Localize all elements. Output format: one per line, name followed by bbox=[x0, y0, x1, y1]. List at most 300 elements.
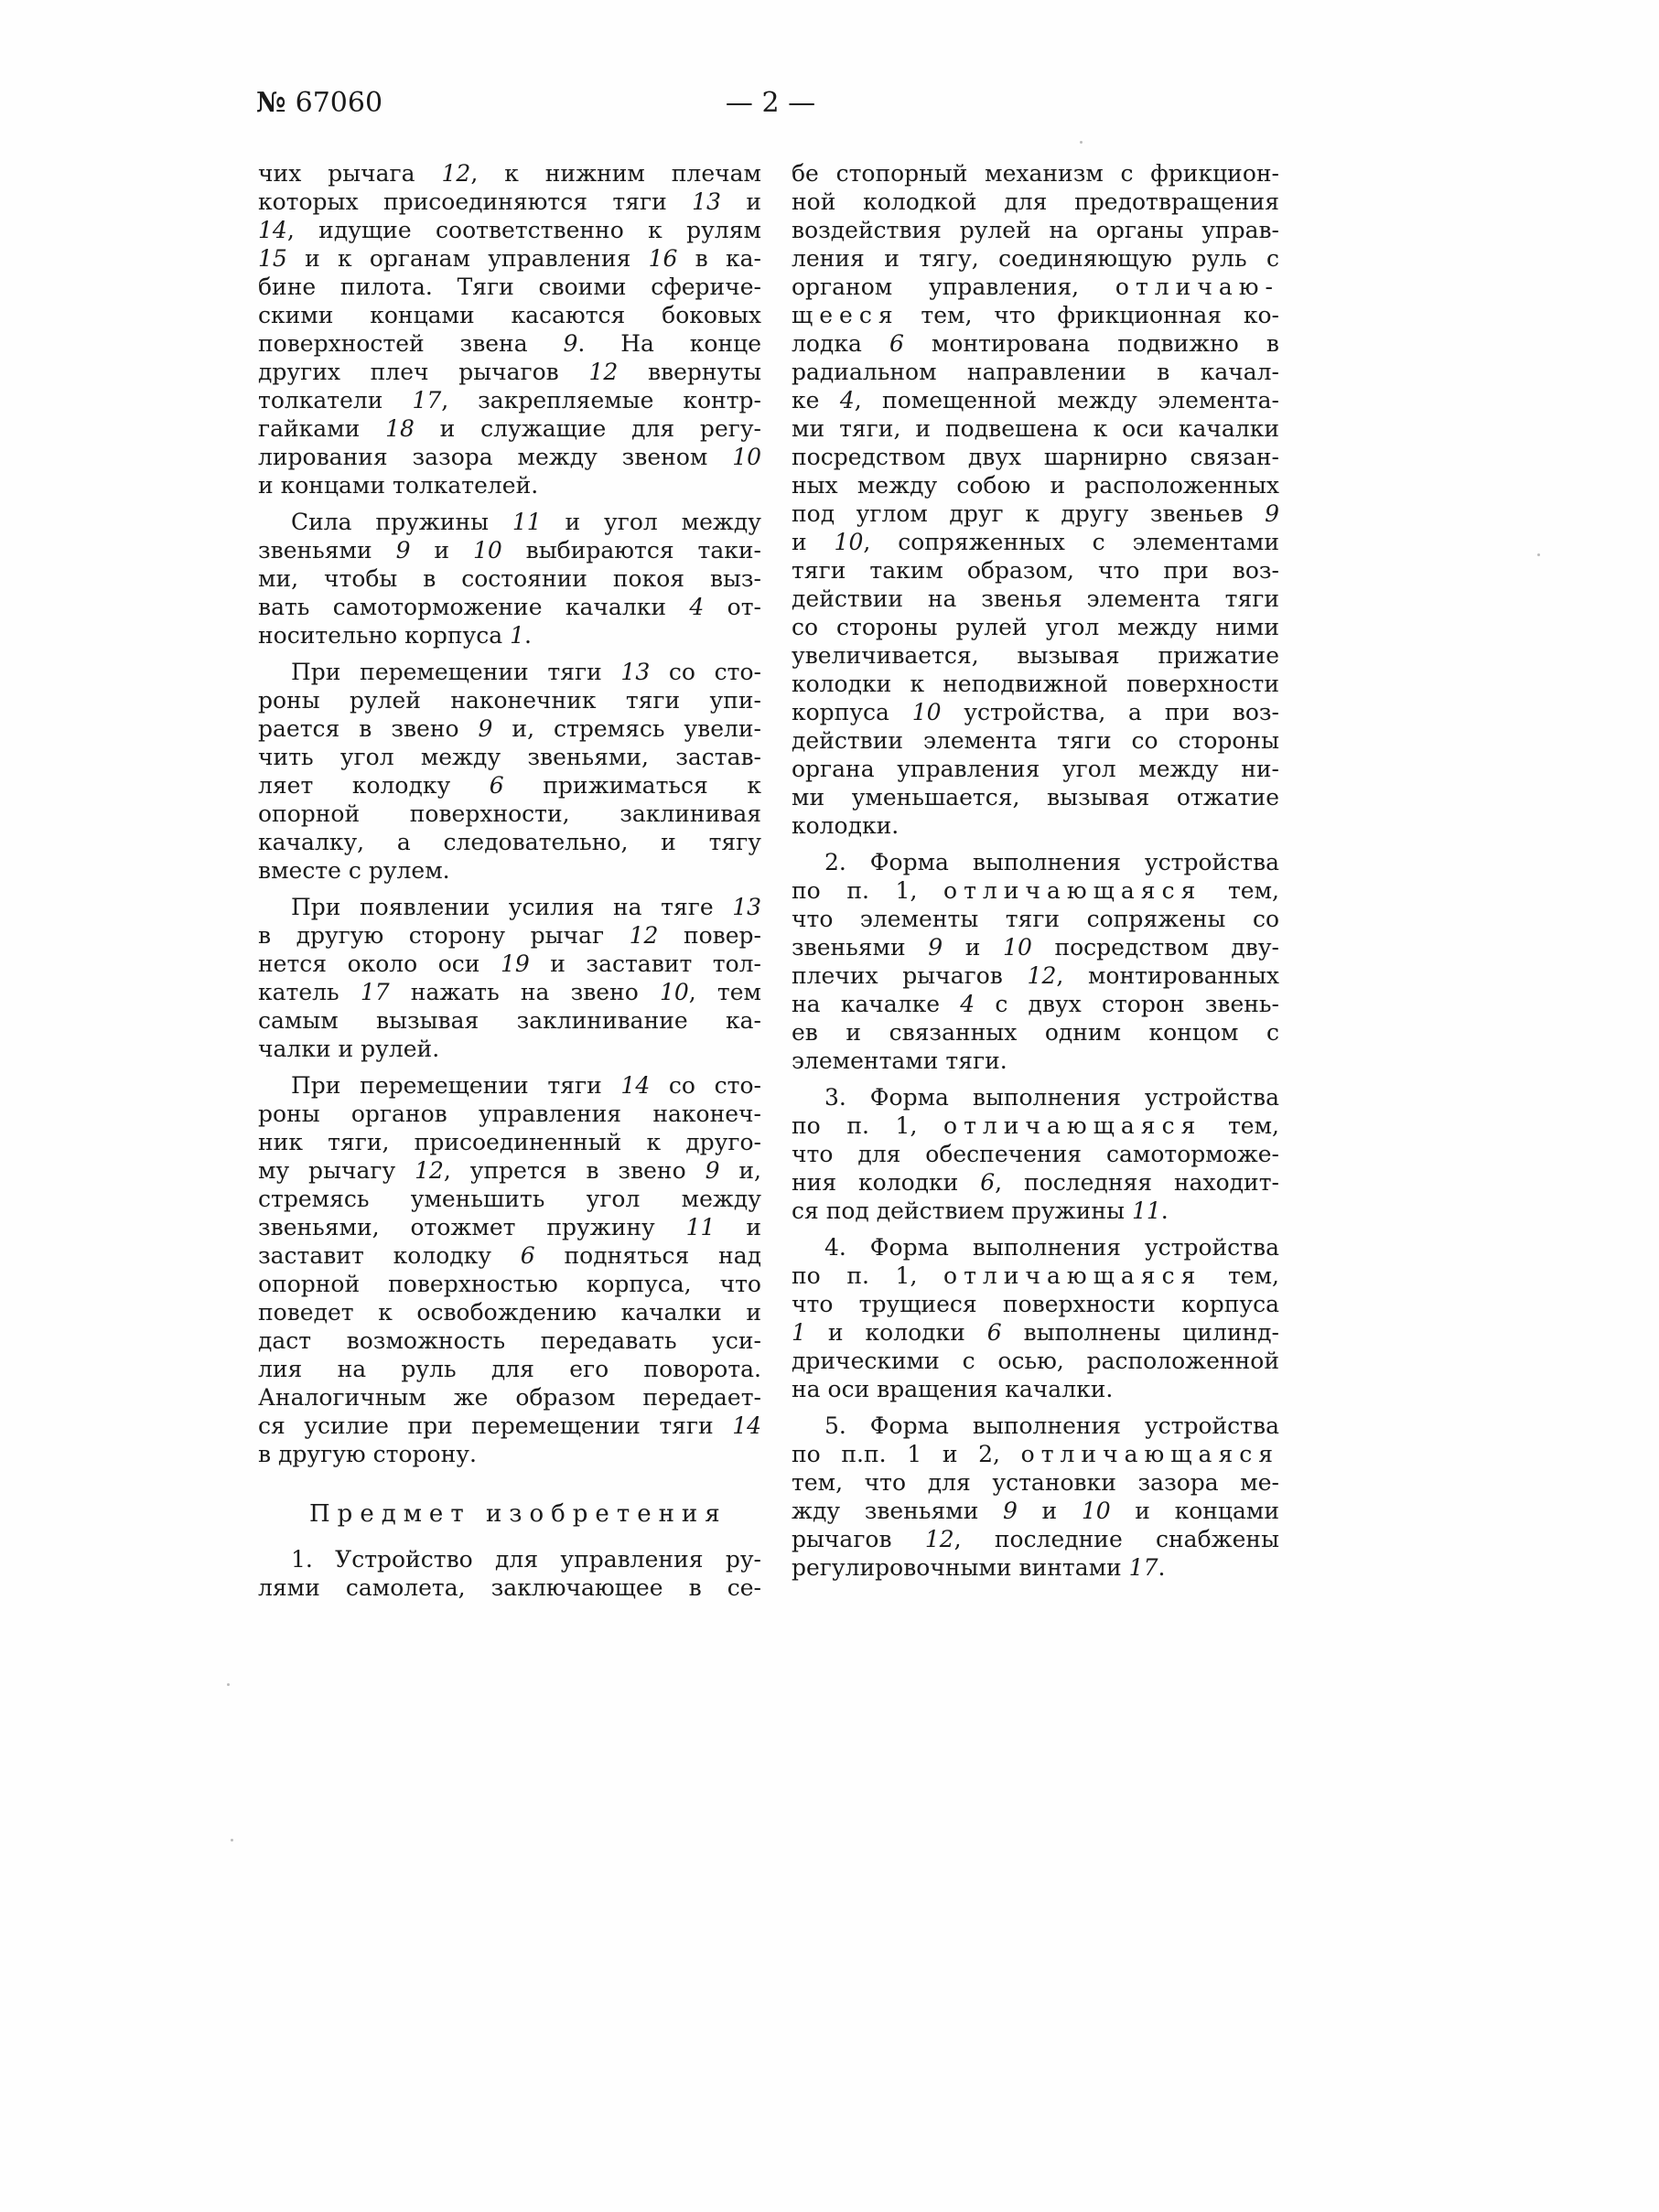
text-segment: тем, bbox=[1201, 877, 1279, 904]
text-line bbox=[792, 244, 1279, 273]
reference-numeral: 12 bbox=[441, 160, 471, 187]
text-line bbox=[792, 1197, 1279, 1225]
text-segment: ных между собою и расположенных bbox=[792, 472, 1279, 499]
text-line bbox=[258, 771, 761, 800]
text-segment: качалку, а следовательно, и тягу bbox=[258, 829, 761, 855]
reference-numeral: 14 bbox=[732, 1412, 761, 1439]
text-line bbox=[792, 414, 1279, 443]
text-segment: чалки и рулей. bbox=[258, 1036, 440, 1062]
reference-numeral: 9 bbox=[478, 715, 493, 742]
text-segment: что элементы тяги сопряжены со bbox=[792, 906, 1279, 932]
text-segment: тяги таким образом, что при воз- bbox=[792, 557, 1279, 584]
text-segment: ми, чтобы в состоянии покоя выз- bbox=[258, 565, 761, 592]
text-segment: чить угол между звеньями, застав- bbox=[258, 744, 761, 770]
text-segment: что для обеспечения самоторможе- bbox=[792, 1141, 1279, 1167]
text-line bbox=[792, 301, 1279, 329]
text-segment: вместе с рулем. bbox=[258, 857, 450, 884]
text-line bbox=[792, 386, 1279, 414]
text-segment: лодка bbox=[792, 330, 889, 357]
text-segment: колодки. bbox=[792, 812, 900, 839]
text-segment: и, bbox=[719, 1157, 761, 1184]
text-segment: поведет к освобождению качалки и bbox=[258, 1299, 761, 1326]
text-line bbox=[792, 811, 1279, 840]
text-segment: чих рычага bbox=[258, 160, 442, 187]
paragraph-gap bbox=[792, 1075, 1279, 1083]
page-number: — 2 — bbox=[725, 87, 816, 119]
text-segment: регулировочными винтами bbox=[792, 1554, 1129, 1581]
text-segment: , к нижним плечам bbox=[470, 160, 761, 187]
text-segment: , последние снабжены bbox=[953, 1526, 1279, 1552]
text-line bbox=[792, 1318, 1279, 1347]
text-segment: и bbox=[410, 537, 473, 564]
reference-numeral: 9 bbox=[563, 330, 578, 357]
paragraph bbox=[792, 1233, 1279, 1403]
paragraph bbox=[792, 1083, 1279, 1225]
reference-numeral: 9 bbox=[928, 934, 943, 961]
text-segment: и служащие для регу- bbox=[414, 415, 761, 442]
text-line bbox=[258, 1156, 761, 1185]
text-segment: ев и связанных одним концом с bbox=[792, 1019, 1279, 1046]
reference-numeral: 6 bbox=[520, 1242, 535, 1269]
reference-numeral: 1 bbox=[510, 622, 524, 649]
text-line bbox=[792, 641, 1279, 670]
text-line bbox=[792, 1168, 1279, 1197]
text-segment: ке bbox=[792, 387, 840, 413]
text-segment: лирования зазора между звеном bbox=[258, 444, 733, 470]
text-segment: повер- bbox=[658, 922, 761, 949]
text-segment: по п. 1, bbox=[792, 1112, 944, 1139]
reference-numeral: 9 bbox=[1003, 1498, 1018, 1524]
text-line bbox=[258, 1412, 761, 1440]
text-segment: органа управления угол между ни- bbox=[792, 756, 1279, 782]
text-segment: в ка- bbox=[677, 245, 761, 272]
text-segment: тем, что для установки зазора ме- bbox=[792, 1469, 1279, 1496]
text-line bbox=[792, 1083, 1279, 1111]
text-segment: , упрется в звено bbox=[443, 1157, 706, 1184]
text-segment: , монтированных bbox=[1056, 962, 1279, 989]
text-line bbox=[792, 1497, 1279, 1525]
text-line bbox=[792, 1440, 1279, 1468]
text-line bbox=[258, 1100, 761, 1128]
text-line bbox=[258, 564, 761, 593]
text-line bbox=[792, 698, 1279, 726]
text-segment: тем, что фрикционная ко- bbox=[899, 302, 1279, 328]
text-segment: При перемещении тяги bbox=[291, 659, 621, 685]
claim-1 bbox=[258, 1545, 761, 1602]
text-segment: 5. Форма выполнения устройства bbox=[824, 1412, 1279, 1439]
text-line bbox=[792, 358, 1279, 386]
text-segment: ся усилие при перемещении тяги bbox=[258, 1412, 733, 1439]
paragraph bbox=[258, 508, 761, 650]
text-segment: других плеч рычагов bbox=[258, 359, 589, 385]
text-line bbox=[258, 1270, 761, 1298]
text-segment: . bbox=[1160, 1197, 1169, 1224]
text-segment: и колодки bbox=[805, 1319, 987, 1346]
text-segment: вать самоторможение качалки bbox=[258, 594, 690, 620]
text-segment: лями самолета, заключающее в се- bbox=[258, 1574, 761, 1601]
text-segment: заставит колодку bbox=[258, 1242, 521, 1269]
reference-numeral: 17 bbox=[1128, 1554, 1158, 1581]
text-segment: выполнены цилинд- bbox=[1001, 1319, 1280, 1346]
text-line bbox=[792, 1290, 1279, 1318]
text-segment: и bbox=[943, 934, 1004, 961]
text-segment: посредством дву- bbox=[1031, 934, 1279, 961]
text-line bbox=[792, 273, 1279, 301]
text-line bbox=[258, 358, 761, 386]
text-line bbox=[792, 216, 1279, 244]
reference-numeral: 1 bbox=[792, 1319, 806, 1346]
text-segment: нажать на звено bbox=[389, 979, 660, 1005]
paragraph-gap bbox=[792, 840, 1279, 848]
reference-numeral: 19 bbox=[500, 950, 530, 977]
reference-numeral: 13 bbox=[732, 894, 761, 920]
text-line bbox=[258, 1573, 761, 1602]
text-line bbox=[258, 536, 761, 564]
text-segment: корпуса bbox=[792, 699, 912, 725]
text-segment: посредством двух шарнирно связан- bbox=[792, 444, 1279, 470]
text-segment: увеличивается, вызывая прижатие bbox=[792, 642, 1279, 669]
text-line bbox=[258, 386, 761, 414]
reference-numeral: 9 bbox=[395, 537, 411, 564]
emphasis-spaced-text: отличающаяся bbox=[943, 1112, 1202, 1139]
text-segment: и bbox=[715, 1214, 762, 1240]
text-line bbox=[792, 1047, 1279, 1075]
reference-numeral: 12 bbox=[415, 1157, 444, 1184]
text-segment: со сто- bbox=[650, 659, 761, 685]
text-line bbox=[258, 1071, 761, 1100]
scan-speck bbox=[227, 1683, 230, 1686]
reference-numeral: 12 bbox=[1027, 962, 1057, 989]
text-line bbox=[258, 978, 761, 1006]
text-segment: роны рулей наконечник тяги упи- bbox=[258, 687, 761, 714]
text-segment: му рычагу bbox=[258, 1157, 415, 1184]
text-line bbox=[258, 216, 761, 244]
reference-numeral: 14 bbox=[620, 1072, 651, 1099]
text-line bbox=[792, 933, 1279, 961]
text-segment: бе стопорный механизм с фрикцион- bbox=[792, 160, 1279, 187]
text-segment: , тем bbox=[688, 979, 761, 1005]
patent-number bbox=[256, 87, 382, 119]
reference-numeral: 12 bbox=[629, 922, 659, 949]
text-segment: что трущиеся поверхности корпуса bbox=[792, 1291, 1279, 1317]
text-segment: с двух сторон звень- bbox=[975, 991, 1279, 1017]
text-line bbox=[258, 921, 761, 950]
text-line bbox=[258, 893, 761, 921]
text-segment: на качалке bbox=[792, 991, 961, 1017]
paragraph bbox=[258, 159, 761, 499]
text-line bbox=[258, 1213, 761, 1241]
scan-speck bbox=[1080, 141, 1083, 144]
text-segment: ния колодки bbox=[792, 1169, 981, 1196]
text-segment: органом управления, bbox=[792, 274, 1115, 300]
reference-numeral: 6 bbox=[889, 330, 904, 357]
text-line bbox=[792, 1412, 1279, 1440]
text-segment: в другую сторону рычаг bbox=[258, 922, 630, 949]
text-segment: Сила пружины bbox=[291, 509, 512, 535]
text-segment: нется около оси bbox=[258, 950, 501, 977]
text-segment: по п. 1, bbox=[792, 877, 944, 904]
text-segment: Аналогичным же образом передает- bbox=[258, 1384, 761, 1411]
text-line bbox=[792, 528, 1279, 556]
text-segment: бине пилота. Тяги своими сфериче- bbox=[258, 274, 761, 300]
text-line bbox=[792, 329, 1279, 358]
text-segment: даст возможность передавать уси- bbox=[258, 1327, 761, 1354]
text-line bbox=[792, 670, 1279, 698]
paragraph-gap bbox=[258, 650, 761, 658]
reference-numeral: 14 bbox=[258, 217, 287, 243]
text-line bbox=[792, 499, 1279, 528]
text-segment: и, стремясь увели- bbox=[492, 715, 761, 742]
text-segment: , идущие соответственно к рулям bbox=[286, 217, 761, 243]
text-segment: со стороны рулей угол между ними bbox=[792, 614, 1279, 640]
paragraph bbox=[258, 1071, 761, 1468]
text-line bbox=[792, 961, 1279, 990]
text-line bbox=[792, 905, 1279, 933]
reference-numeral: 10 bbox=[911, 699, 942, 725]
paragraph bbox=[258, 658, 761, 885]
reference-numeral: 9 bbox=[705, 1157, 720, 1184]
text-segment: 1. Устройство для управления ру- bbox=[291, 1546, 761, 1573]
text-line bbox=[258, 1298, 761, 1326]
text-segment: на оси вращения качалки. bbox=[792, 1376, 1114, 1402]
paragraph bbox=[792, 1412, 1279, 1582]
reference-numeral: 6 bbox=[986, 1319, 1002, 1346]
text-segment: прижиматься к bbox=[503, 772, 761, 799]
paragraph bbox=[792, 159, 1279, 840]
text-segment: и заставит тол- bbox=[529, 950, 761, 977]
emphasis-spaced-text: отличающаяся bbox=[943, 877, 1202, 904]
text-line bbox=[258, 593, 761, 621]
text-line bbox=[792, 1468, 1279, 1497]
text-line bbox=[258, 188, 761, 216]
text-segment: по п. 1, bbox=[792, 1262, 944, 1289]
text-line bbox=[258, 658, 761, 686]
text-line bbox=[258, 1185, 761, 1213]
text-line bbox=[258, 159, 761, 188]
text-line bbox=[258, 301, 761, 329]
text-segment: , закрепляемые контр- bbox=[441, 387, 761, 413]
text-segment: звеньями bbox=[792, 934, 929, 961]
paragraph-gap bbox=[792, 1225, 1279, 1233]
text-segment: и bbox=[720, 188, 762, 215]
text-segment: стремясь уменьшить угол между bbox=[258, 1186, 761, 1212]
text-segment: выбираются таки- bbox=[501, 537, 761, 564]
text-line bbox=[258, 1383, 761, 1412]
text-segment: 3. Форма выполнения устройства bbox=[824, 1084, 1279, 1111]
text-line bbox=[258, 828, 761, 856]
paragraph bbox=[258, 893, 761, 1063]
patent-number-value: 67060 bbox=[295, 87, 383, 119]
text-line bbox=[258, 414, 761, 443]
text-line bbox=[792, 726, 1279, 755]
emphasis-spaced-text: отличающаяся bbox=[943, 1262, 1202, 1289]
emphasis-spaced-text: щееся bbox=[792, 302, 900, 328]
text-line bbox=[258, 1355, 761, 1383]
reference-numeral: 6 bbox=[489, 772, 504, 799]
text-segment: , сопряженных с элементами bbox=[863, 529, 1279, 555]
reference-numeral: 17 bbox=[360, 979, 390, 1005]
text-segment: от- bbox=[704, 594, 762, 620]
text-line bbox=[792, 1525, 1279, 1553]
text-segment: скими концами касаются боковых bbox=[258, 302, 761, 328]
text-segment: При появлении усилия на тяге bbox=[291, 894, 733, 920]
emphasis-spaced-text: отличаю- bbox=[1115, 274, 1279, 300]
reference-numeral: 11 bbox=[685, 1214, 716, 1240]
text-line bbox=[792, 471, 1279, 499]
text-segment: и концами bbox=[1110, 1498, 1279, 1524]
text-segment: ся под действием пружины bbox=[792, 1197, 1132, 1224]
reference-numeral: 10 bbox=[732, 444, 761, 470]
text-line bbox=[792, 1262, 1279, 1290]
text-line bbox=[792, 1347, 1279, 1375]
text-line bbox=[792, 613, 1279, 641]
reference-numeral: 10 bbox=[1003, 934, 1032, 961]
text-segment: поверхностей звена bbox=[258, 330, 564, 357]
text-line bbox=[792, 1018, 1279, 1047]
text-segment: . bbox=[523, 622, 532, 649]
reference-numeral: 4 bbox=[689, 594, 705, 620]
text-segment: жду звеньями bbox=[792, 1498, 1004, 1524]
reference-numeral: 6 bbox=[980, 1169, 996, 1196]
text-segment: под углом друг к другу звеньев bbox=[792, 500, 1266, 527]
reference-numeral: 18 bbox=[385, 415, 415, 442]
reference-numeral: 13 bbox=[620, 659, 651, 685]
text-segment: со сто- bbox=[650, 1072, 761, 1099]
text-line bbox=[792, 1375, 1279, 1403]
reference-numeral: 17 bbox=[412, 387, 442, 413]
text-line bbox=[258, 1128, 761, 1156]
text-line bbox=[792, 876, 1279, 905]
text-segment: ми тяги, и подвешена к оси качалки bbox=[792, 415, 1279, 442]
text-segment: . bbox=[1158, 1554, 1166, 1581]
reference-numeral: 4 bbox=[960, 991, 975, 1017]
left-column bbox=[258, 159, 761, 1602]
text-line bbox=[792, 1111, 1279, 1140]
text-segment: и bbox=[792, 529, 835, 555]
text-line bbox=[258, 950, 761, 978]
text-line bbox=[792, 443, 1279, 471]
text-segment: рычагов bbox=[792, 1526, 925, 1552]
text-segment: толкатели bbox=[258, 387, 413, 413]
text-line bbox=[258, 508, 761, 536]
text-segment: ляет колодку bbox=[258, 772, 490, 799]
text-segment: катель bbox=[258, 979, 361, 1005]
text-line bbox=[258, 1035, 761, 1063]
text-line bbox=[258, 743, 761, 771]
text-segment: и угол между bbox=[541, 509, 761, 535]
paragraph-gap bbox=[258, 1063, 761, 1071]
text-line bbox=[792, 783, 1279, 811]
reference-numeral: 10 bbox=[472, 537, 502, 564]
text-segment: по п.п. 1 и 2, bbox=[792, 1441, 1021, 1467]
text-segment: носительно корпуса bbox=[258, 622, 511, 649]
number-sign: № bbox=[256, 87, 286, 119]
text-segment: ввернуты bbox=[618, 359, 761, 385]
text-line bbox=[792, 556, 1279, 585]
reference-numeral: 4 bbox=[839, 387, 855, 413]
text-segment: гайками bbox=[258, 415, 386, 442]
text-line bbox=[792, 848, 1279, 876]
text-line bbox=[258, 621, 761, 650]
paragraph bbox=[792, 848, 1279, 1075]
text-line bbox=[792, 755, 1279, 783]
text-line bbox=[258, 800, 761, 828]
text-line bbox=[258, 443, 761, 471]
text-segment: , помещенной между элемента- bbox=[854, 387, 1279, 413]
text-line bbox=[792, 159, 1279, 188]
text-line bbox=[792, 188, 1279, 216]
reference-numeral: 10 bbox=[1081, 1498, 1111, 1524]
text-line bbox=[258, 686, 761, 714]
reference-numeral: 13 bbox=[692, 188, 721, 215]
reference-numeral: 10 bbox=[659, 979, 689, 1005]
text-segment: устройства, а при воз- bbox=[941, 699, 1280, 725]
text-line bbox=[258, 244, 761, 273]
emphasis-spaced-text: отличающаяся bbox=[1020, 1441, 1279, 1467]
text-segment: самым вызывая заклинивание ка- bbox=[258, 1007, 761, 1034]
text-segment: ления и тягу, соединяющую руль с bbox=[792, 245, 1279, 272]
reference-numeral: 12 bbox=[924, 1526, 954, 1552]
text-segment: лия на руль для его поворота. bbox=[258, 1356, 761, 1382]
section-heading: Предмет изобретения bbox=[309, 1500, 727, 1528]
text-segment: элементами тяги. bbox=[792, 1047, 1007, 1074]
text-segment: и концами толкателей. bbox=[258, 472, 539, 499]
text-line bbox=[258, 714, 761, 743]
reference-numeral: 11 bbox=[1131, 1197, 1161, 1224]
text-segment: При перемещении тяги bbox=[291, 1072, 621, 1099]
reference-numeral: 15 bbox=[258, 245, 287, 272]
scan-speck bbox=[231, 1839, 233, 1842]
text-line bbox=[792, 1233, 1279, 1262]
text-line bbox=[258, 329, 761, 358]
text-line bbox=[258, 1545, 761, 1573]
text-segment: действии элемента тяги со стороны bbox=[792, 727, 1279, 754]
reference-numeral: 9 bbox=[1265, 500, 1279, 527]
text-segment: 4. Форма выполнения устройства bbox=[824, 1234, 1279, 1261]
text-segment: которых присоединяются тяги bbox=[258, 188, 693, 215]
text-line bbox=[258, 1440, 761, 1468]
text-segment: , последняя находит- bbox=[995, 1169, 1279, 1196]
text-segment: колодки к неподвижной поверхности bbox=[792, 671, 1279, 697]
text-segment: тем, bbox=[1201, 1262, 1279, 1289]
text-segment: звеньями, отожмет пружину bbox=[258, 1214, 686, 1240]
scan-speck bbox=[1537, 553, 1540, 556]
text-line bbox=[258, 471, 761, 499]
text-segment: радиальном направлении в качал- bbox=[792, 359, 1279, 385]
text-segment: монтирована подвижно в bbox=[903, 330, 1279, 357]
text-segment: опорной поверхностью корпуса, что bbox=[258, 1271, 761, 1297]
paragraph-gap bbox=[258, 885, 761, 893]
text-segment: дрическими с осью, расположенной bbox=[792, 1348, 1279, 1374]
text-line bbox=[792, 585, 1279, 613]
text-segment: 2. Форма выполнения устройства bbox=[824, 849, 1279, 875]
text-segment: и bbox=[1017, 1498, 1082, 1524]
text-line bbox=[792, 1140, 1279, 1168]
text-segment: звеньями bbox=[258, 537, 396, 564]
text-segment: рается в звено bbox=[258, 715, 479, 742]
text-segment: и к органам управления bbox=[286, 245, 649, 272]
reference-numeral: 10 bbox=[834, 529, 864, 555]
paragraph-gap bbox=[792, 1403, 1279, 1412]
text-segment: опорной поверхности, заклинивая bbox=[258, 800, 761, 827]
text-segment: в другую сторону. bbox=[258, 1441, 477, 1467]
reference-numeral: 16 bbox=[648, 245, 678, 272]
text-segment: ми уменьшается, вызывая отжатие bbox=[792, 784, 1279, 811]
text-segment: ной колодкой для предотвращения bbox=[792, 188, 1279, 215]
text-segment: ник тяги, присоединенный к друго- bbox=[258, 1129, 761, 1155]
text-segment: плечих рычагов bbox=[792, 962, 1028, 989]
reference-numeral: 12 bbox=[588, 359, 619, 385]
